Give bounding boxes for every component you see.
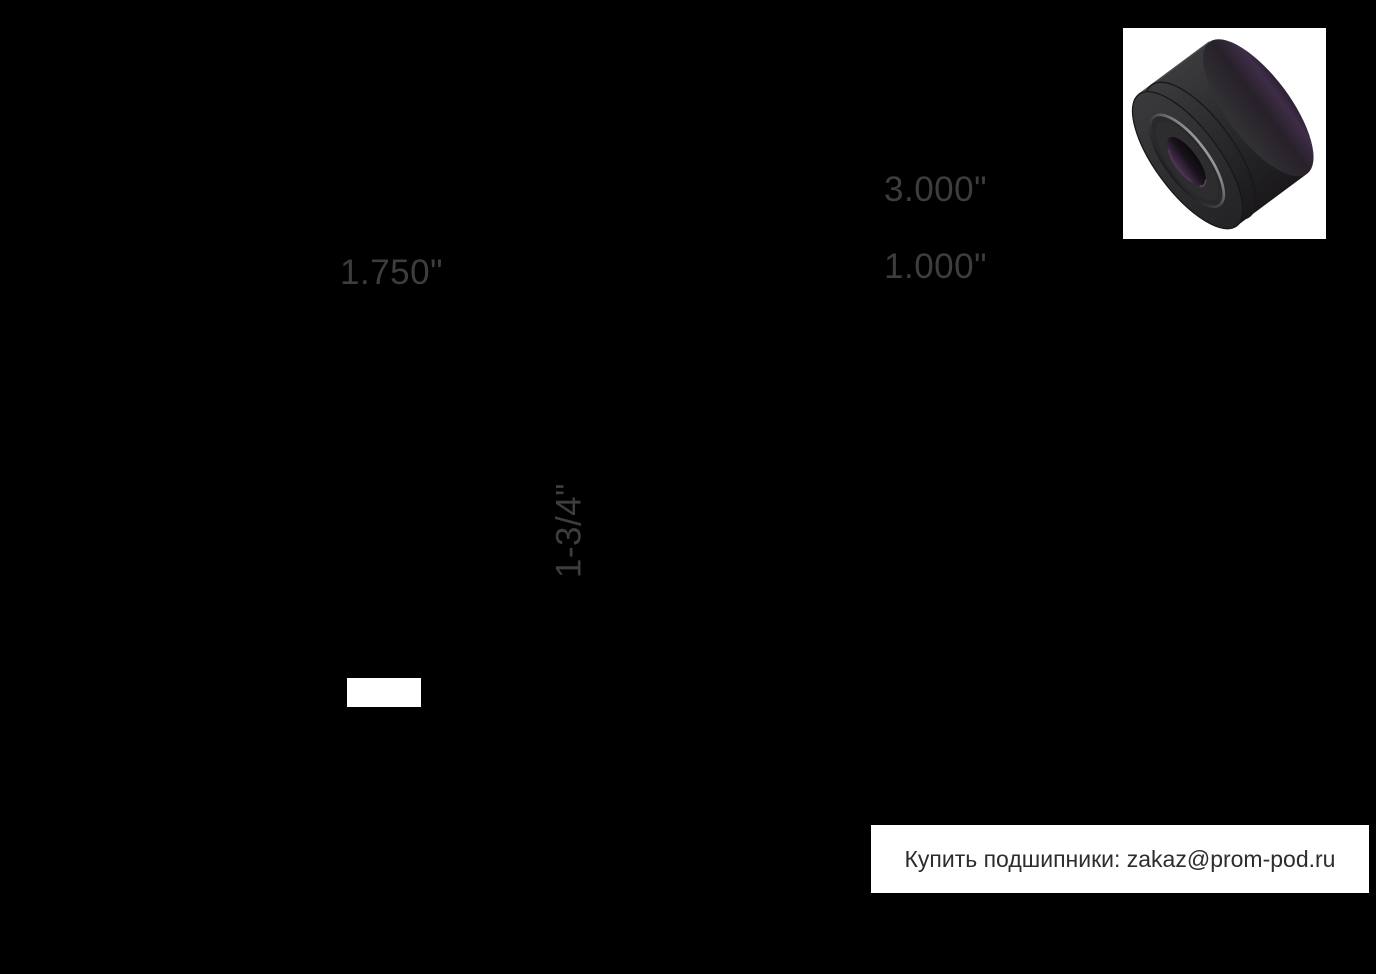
- dimension-label-1-750: 1.750": [340, 253, 444, 292]
- dimension-label-3-000: 3.000": [884, 170, 988, 209]
- contact-banner: [871, 825, 1369, 893]
- bearing-3d-render-icon: [1123, 28, 1326, 239]
- white-patch: [347, 678, 421, 707]
- product-photo: [1123, 28, 1326, 239]
- contact-banner-text: Купить подшипники: zakaz@prom-pod.ru: [904, 845, 1336, 872]
- dimension-label-1-000: 1.000": [884, 247, 988, 286]
- dimension-label-1-3-4-vertical: 1-3/4": [549, 482, 589, 579]
